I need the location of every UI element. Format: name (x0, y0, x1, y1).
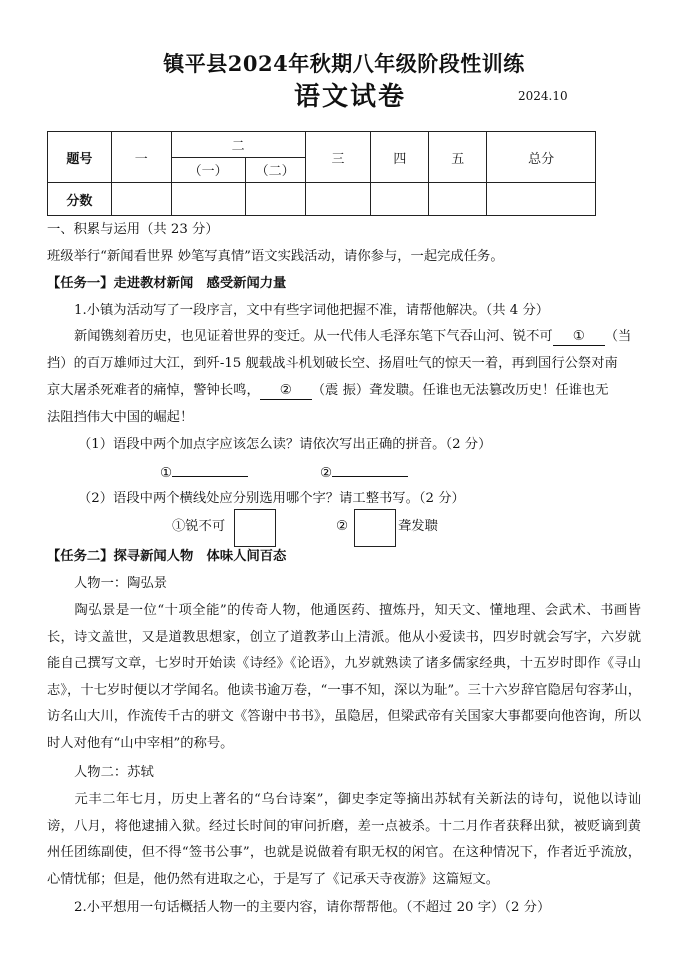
char-box-label-1: ①锐不可 (172, 519, 226, 534)
passage-text: （当 (604, 329, 632, 344)
section-intro: 班级举行“新闻看世界 妙笔写真情”语文实践活动，请你参与，一起完成任务。 (47, 249, 504, 264)
section-heading: 一、积累与运用（共 23 分） (47, 222, 219, 237)
score-cell[interactable] (429, 183, 487, 216)
blank-2[interactable]: ② (260, 383, 312, 400)
person1-label: 人物一：陶弘景 (74, 576, 168, 591)
passage1-line1 (74, 327, 674, 347)
pinyin-input-1[interactable] (172, 463, 248, 477)
person1-text: 陶弘景是一位“十项全能”的传奇人物，他通医药、擅炼丹，知天文、懂地理、会武术、书画皆长，诗文盖世，又是道教思想家，创立了道教茅山上清派。他从小爱读书，四岁时就会写字，六岁就能自己撰写文章，七岁时开始读《诗经》《论语》，九岁就熟读了诸多儒家经典，十五岁时即作《寻山志》，十七岁时便以才学闻名。他读书逾万卷，“一事不知，深以为耻”。三十六岁辞官隐居句容茅山，访名山大川，作流传千古的骈文《答谢中书书》，虽隐居，但梁武帝有关国家大事都要向他咨询，所以时人对他有“山中宰相”的称号。 (47, 603, 641, 751)
task2-title: 【任务二】探寻新闻人物 体味人间百态 (47, 549, 287, 564)
char-box-2[interactable] (354, 509, 396, 547)
col-header-2a: （一） (171, 157, 245, 183)
col-header-total: 总分 (487, 132, 596, 183)
pinyin-label-2: ② (320, 466, 332, 481)
passage1-line3 (47, 381, 647, 401)
score-cell[interactable] (371, 183, 429, 216)
person2-label: 人物二：苏轼 (74, 765, 154, 780)
col-header-2: 二 (171, 132, 305, 158)
passage-text: 新闻镌刻着历史，也见证着世界的变迁。从一代伟人毛泽东笔下气吞山河、锐不可 (74, 329, 553, 344)
score-cell[interactable] (487, 183, 596, 216)
char-box-1[interactable] (234, 509, 276, 547)
question-1: 1.小镇为活动写了一段序言，文中有些字词他把握不准，请帮他解决。（共 4 分） (74, 303, 550, 318)
subquestion-2: （2）语段中两个横线处应分别选用哪个字？请工整书写。（2 分） (78, 491, 465, 506)
score-cell[interactable] (305, 183, 371, 216)
col-header-3: 三 (305, 132, 371, 183)
col-header-2b: （二） (245, 157, 305, 183)
passage-text: 京大屠杀死难者的痛悼，警钟长鸣， (47, 383, 260, 398)
row-label-score: 分数 (48, 183, 112, 216)
exam-date: 2024.10 (518, 89, 568, 103)
passage1-line2: 挡）的百万雄师过大江，到歼-15 舰载战斗机划破长空、扬眉吐气的惊天一着，再到国行公祭对南 (47, 356, 618, 371)
pinyin-answer-2 (320, 463, 688, 484)
char-box-label-2: ② (336, 519, 348, 534)
blank-1[interactable]: ① (553, 329, 605, 346)
col-header-4: 四 (371, 132, 429, 183)
col-header-5: 五 (429, 132, 487, 183)
person2-text: 元丰二年七月，历史上著名的“乌台诗案”，御史李定等摘出苏轼有关新法的诗句，说他以诗讪谤，八月，将他逮捕入狱。经过长时间的审问折磨，差一点被杀。十二月作者获释出狱，被贬谪到黄州任团练副使，但不得“签书公事”，也就是说做着有职无权的闲官。在这种情况下，作者近乎流放，心情忧郁；但是，他仍然有进取之心，于是写了《记承天寺夜游》这篇短文。 (47, 792, 641, 887)
score-cell[interactable] (111, 183, 171, 216)
task1-title: 【任务一】走进教材新闻 感受新闻力量 (47, 276, 287, 291)
row-label-question-number: 题号 (48, 132, 112, 183)
pinyin-input-2[interactable] (332, 463, 408, 477)
exam-subtitle: 语文试卷 (293, 82, 406, 112)
score-cell[interactable] (245, 183, 305, 216)
question-2: 2.小平想用一句话概括人物一的主要内容，请你帮帮他。（不超过 20 字）（2 分） (74, 900, 551, 915)
score-table (47, 131, 596, 216)
pinyin-label-1: ① (160, 466, 172, 481)
passage-text: （震 振）聋发聩。任谁也无法篡改历史！任谁也无 (311, 383, 609, 398)
exam-title: 镇平县2024年秋期八年级阶段性训练 (163, 51, 525, 76)
person1-passage (47, 598, 641, 757)
char-box-after: 聋发聩 (398, 519, 438, 534)
col-header-1: 一 (111, 132, 171, 183)
person2-passage (47, 787, 641, 893)
subquestion-1: （1）语段中两个加点字应该怎么读？请依次写出正确的拼音。（2 分） (78, 437, 492, 452)
score-cell[interactable] (171, 183, 245, 216)
passage1-line4: 法阻挡伟大中国的崛起！ (47, 410, 194, 425)
